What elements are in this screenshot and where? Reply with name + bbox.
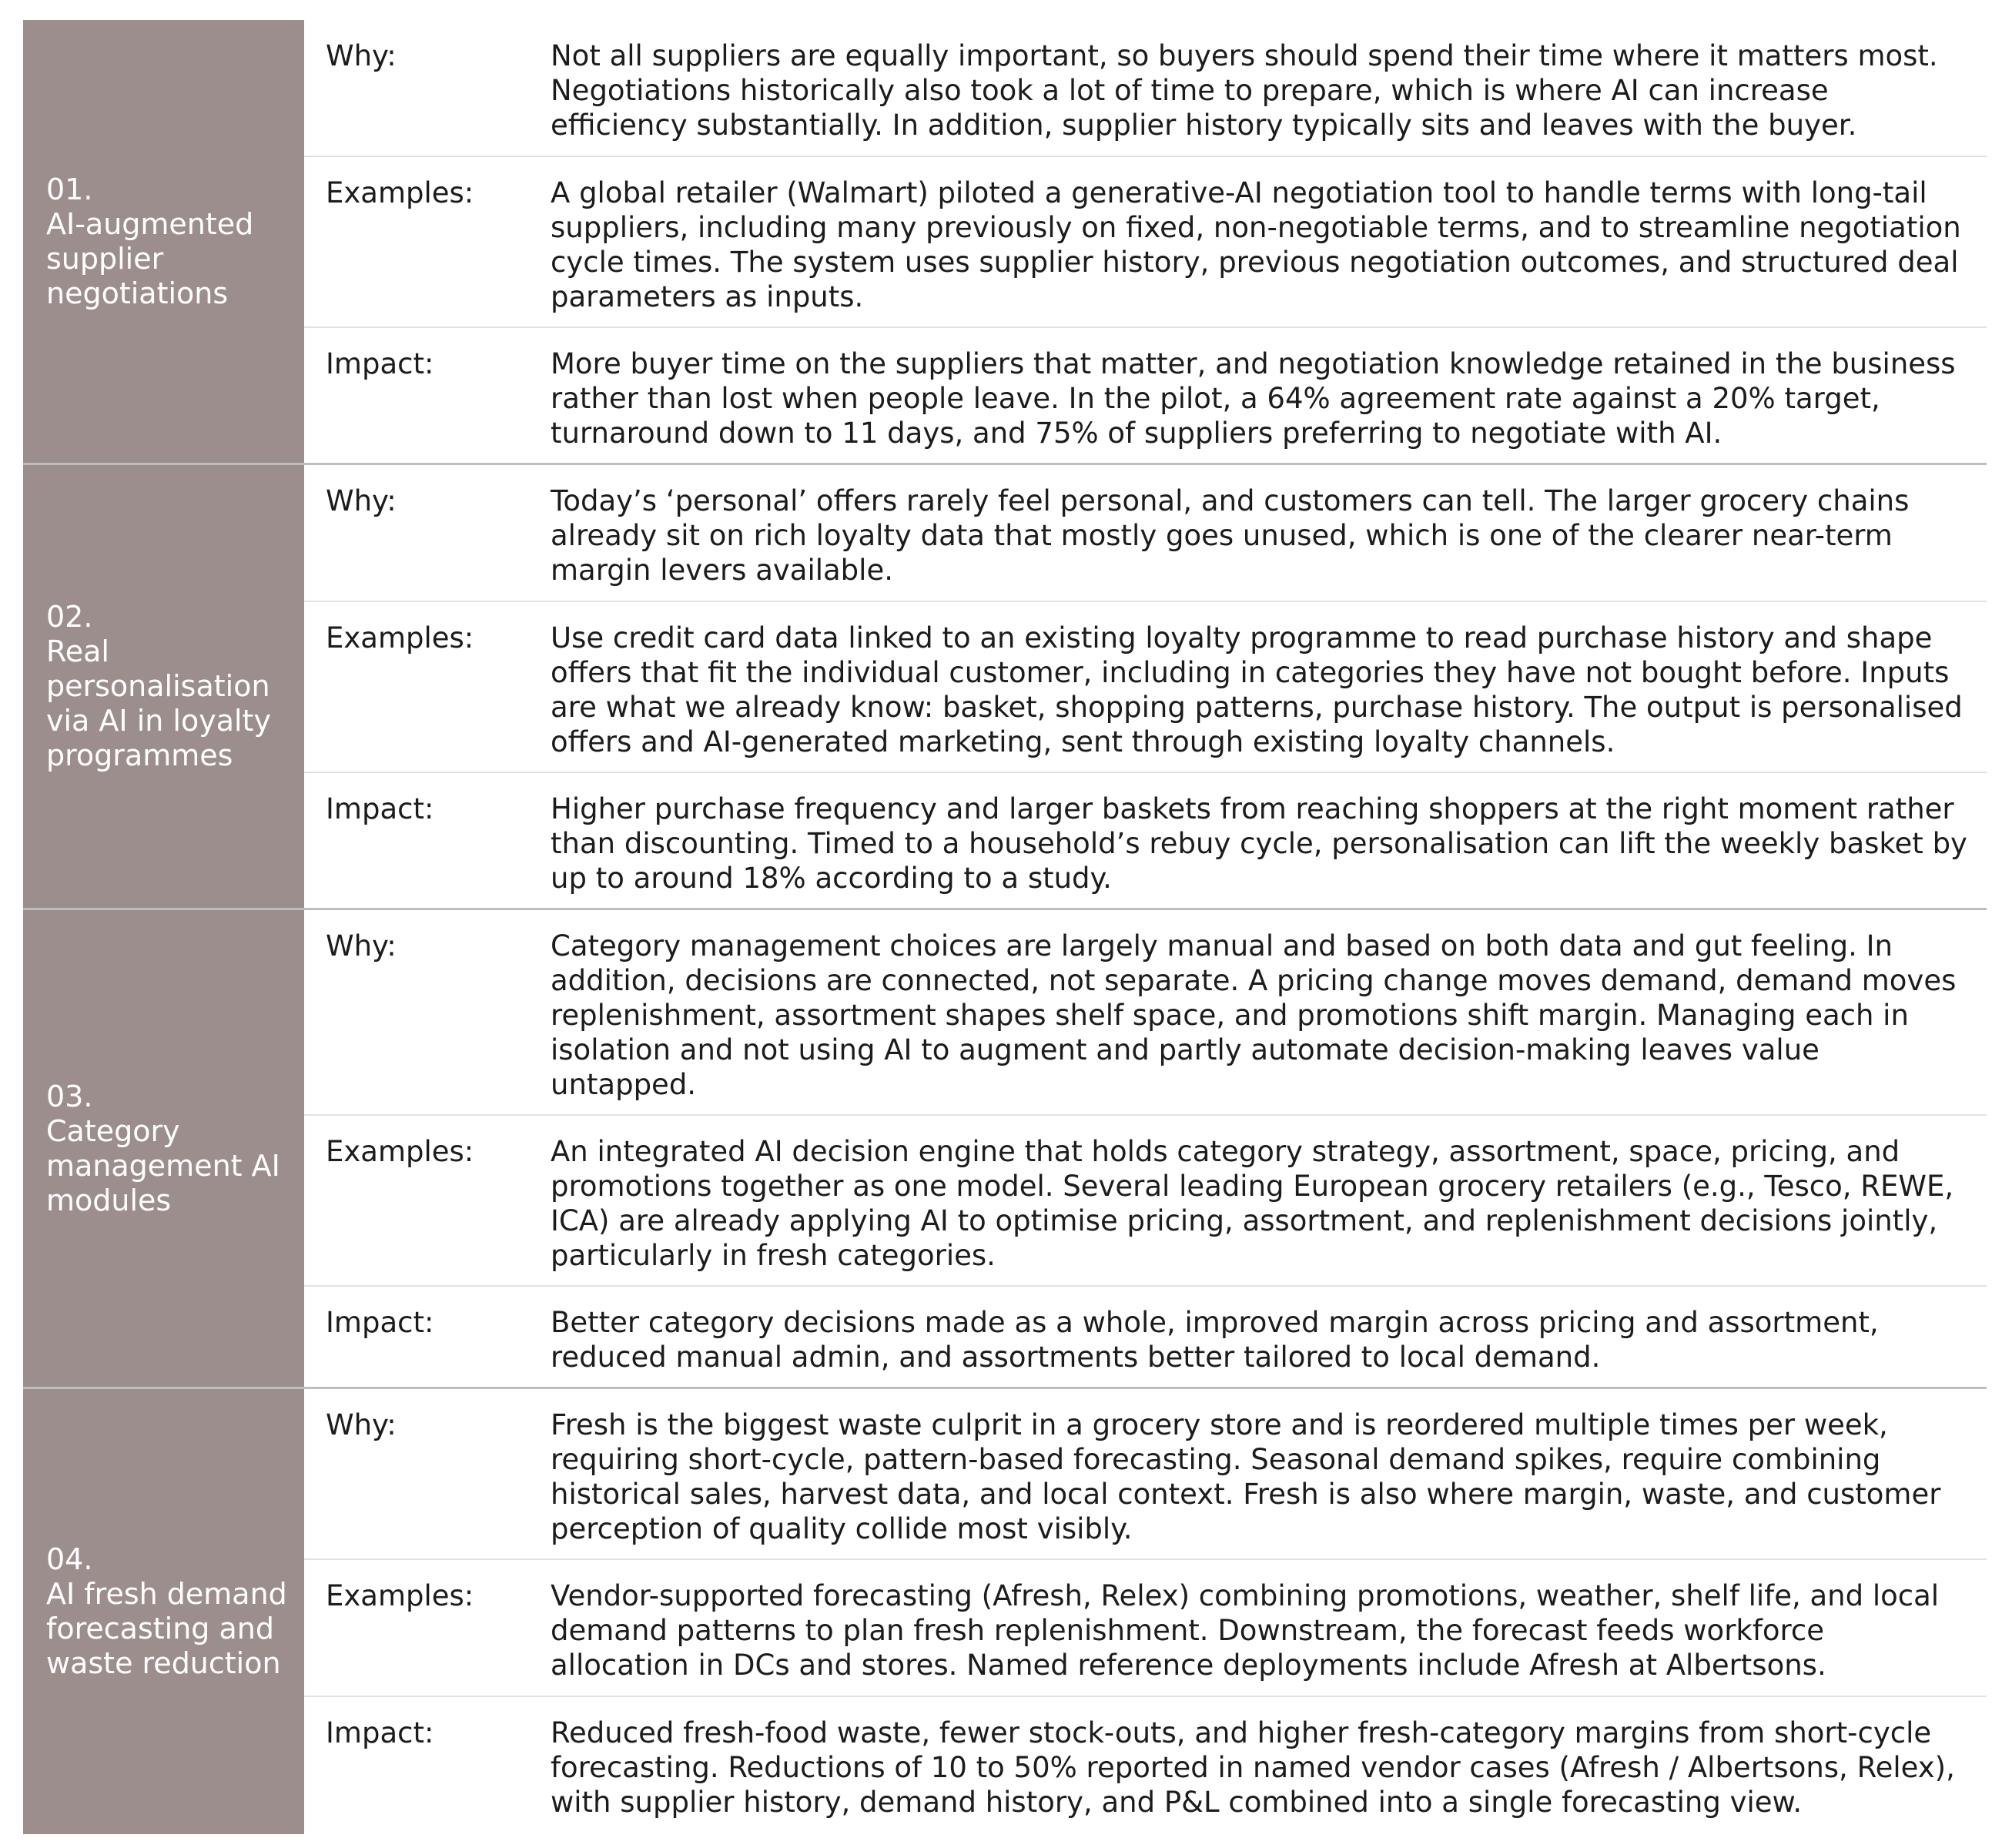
section-number: 04.: [46, 1542, 93, 1576]
row-key: Impact:: [326, 347, 434, 380]
impact-row: [304, 1697, 1987, 1834]
row-key: Examples:: [326, 176, 474, 209]
use-case-section: [23, 910, 1987, 1389]
row-key: Impact:: [326, 1716, 434, 1749]
section-label-panel: [23, 1389, 304, 1834]
row-key: Why:: [326, 929, 397, 962]
section-rows: [304, 910, 1987, 1387]
section-number: 02.: [46, 600, 93, 634]
row-key: Why:: [326, 1408, 397, 1441]
impact-row: [304, 773, 1987, 908]
row-text: Higher purchase frequency and larger baskets from reaching shoppers at the right moment rather than discounting. Timed to a household’s rebuy cycle, personalisation can lift the weekly basket by up to around 18% according to a study.: [551, 792, 1967, 895]
row-text: Not all suppliers are equally important, so buyers should spend their time where it matters most. Negotiations historically also took a lot of time to prepare, which is where AI can increase efficiency substantially. In addition, supplier history typically sits and leaves with the buyer.: [551, 39, 1938, 142]
row-text: Better category decisions made as a whole, improved margin across pricing and assortment, reduced manual admin, and assortments better tailored to local demand.: [551, 1306, 1879, 1374]
use-case-section: [23, 465, 1987, 910]
section-title: AI fresh demand forecasting and waste reduction: [46, 1577, 287, 1680]
section-number: 03.: [46, 1079, 93, 1113]
use-case-section: [23, 20, 1987, 465]
row-key: Impact:: [326, 1306, 434, 1339]
why-row: [304, 465, 1987, 602]
row-text: Vendor-supported forecasting (Afresh, Relex) combining promotions, weather, shelf life, and local demand patterns to plan fresh replenishment. Downstream, the forecast feeds workforce allocation in DCs and stores. Named reference deployments include Afresh at Albertsons.: [551, 1579, 1940, 1682]
row-key: Examples:: [326, 621, 474, 654]
row-key: Why:: [326, 39, 397, 72]
impact-row: [304, 328, 1987, 463]
examples-row: [304, 1560, 1987, 1697]
section-number: 01.: [46, 172, 93, 206]
examples-row: [304, 157, 1987, 328]
row-key: Impact:: [326, 792, 434, 825]
row-text: A global retailer (Walmart) piloted a generative-AI negotiation tool to handle terms with long-tail suppliers, including many previously on fixed, non-negotiable terms, and to streamline negotiation cycle times. The system uses supplier history, previous negotiation outcomes, and structured deal parameters as inputs.: [551, 176, 1961, 313]
impact-row: [304, 1287, 1987, 1387]
row-key: Examples:: [326, 1135, 474, 1168]
row-key: Examples:: [326, 1579, 474, 1612]
section-label-panel: [23, 465, 304, 908]
section-title: Category management AI modules: [46, 1113, 280, 1217]
section-rows: [304, 1389, 1987, 1834]
row-text: Today’s ‘personal’ offers rarely feel personal, and customers can tell. The larger grocery chains already sit on rich loyalty data that mostly goes unused, which is one of the clearer near-term margin levers available.: [551, 484, 1910, 587]
section-label-panel: [23, 20, 304, 463]
section-label-panel: [23, 910, 304, 1387]
why-row: [304, 20, 1987, 157]
examples-row: [304, 602, 1987, 773]
why-row: [304, 910, 1987, 1116]
row-text: An integrated AI decision engine that holds category strategy, assortment, space, pricing, and promotions together as one model. Several leading European grocery retailers (e.g., Tesco, REWE, ICA) are already applying AI to optimise pricing, assortment, and replenishment decisions jointly, particularly in fresh categories.: [551, 1135, 1954, 1272]
row-text: Category management choices are largely manual and based on both data and gut feeling. In addition, decisions are connected, not separate. A pricing change moves demand, demand moves replenishment, assortment shapes shelf space, and promotions shift margin. Managing each in isolation and not using AI to augment and partly automate decision-making leaves value untapped.: [551, 929, 1957, 1101]
use-case-table: [23, 20, 1987, 1834]
row-text: More buyer time on the suppliers that matter, and negotiation knowledge retained in the business rather than lost when people leave. In the pilot, a 64% agreement rate against a 20% target, turnaround down to 11 days, and 75% of suppliers preferring to negotiate with AI.: [551, 347, 1956, 450]
row-key: Why:: [326, 484, 397, 517]
section-rows: [304, 465, 1987, 908]
why-row: [304, 1389, 1987, 1560]
row-text: Reduced fresh-food waste, fewer stock-outs, and higher fresh-category margins from short-cycle forecasting. Reductions of 10 to 50% reported in named vendor cases (Afresh / Albertsons, Relex), with supplier history, demand history, and P&L combined into a single forecasting view.: [551, 1716, 1955, 1819]
row-text: Use credit card data linked to an existing loyalty programme to read purchase history and shape offers that fit the individual customer, including in categories they have not bought before. Inputs are what we already know: basket, shopping patterns, purchase history. The output is personalised offers and AI-generated marketing, sent through existing loyalty channels.: [551, 621, 1963, 758]
section-title: AI-augmented supplier negotiations: [46, 206, 254, 310]
section-title: Real personalisation via AI in loyalty programmes: [46, 634, 271, 772]
section-rows: [304, 20, 1987, 463]
use-case-section: [23, 1389, 1987, 1834]
row-text: Fresh is the biggest waste culprit in a grocery store and is reordered multiple times per week, requiring short-cycle, pattern-based forecasting. Seasonal demand spikes, require combining historical sales, harvest data, and local context. Fresh is also where margin, waste, and customer perception of quality collide most visibly.: [551, 1408, 1941, 1545]
examples-row: [304, 1116, 1987, 1287]
